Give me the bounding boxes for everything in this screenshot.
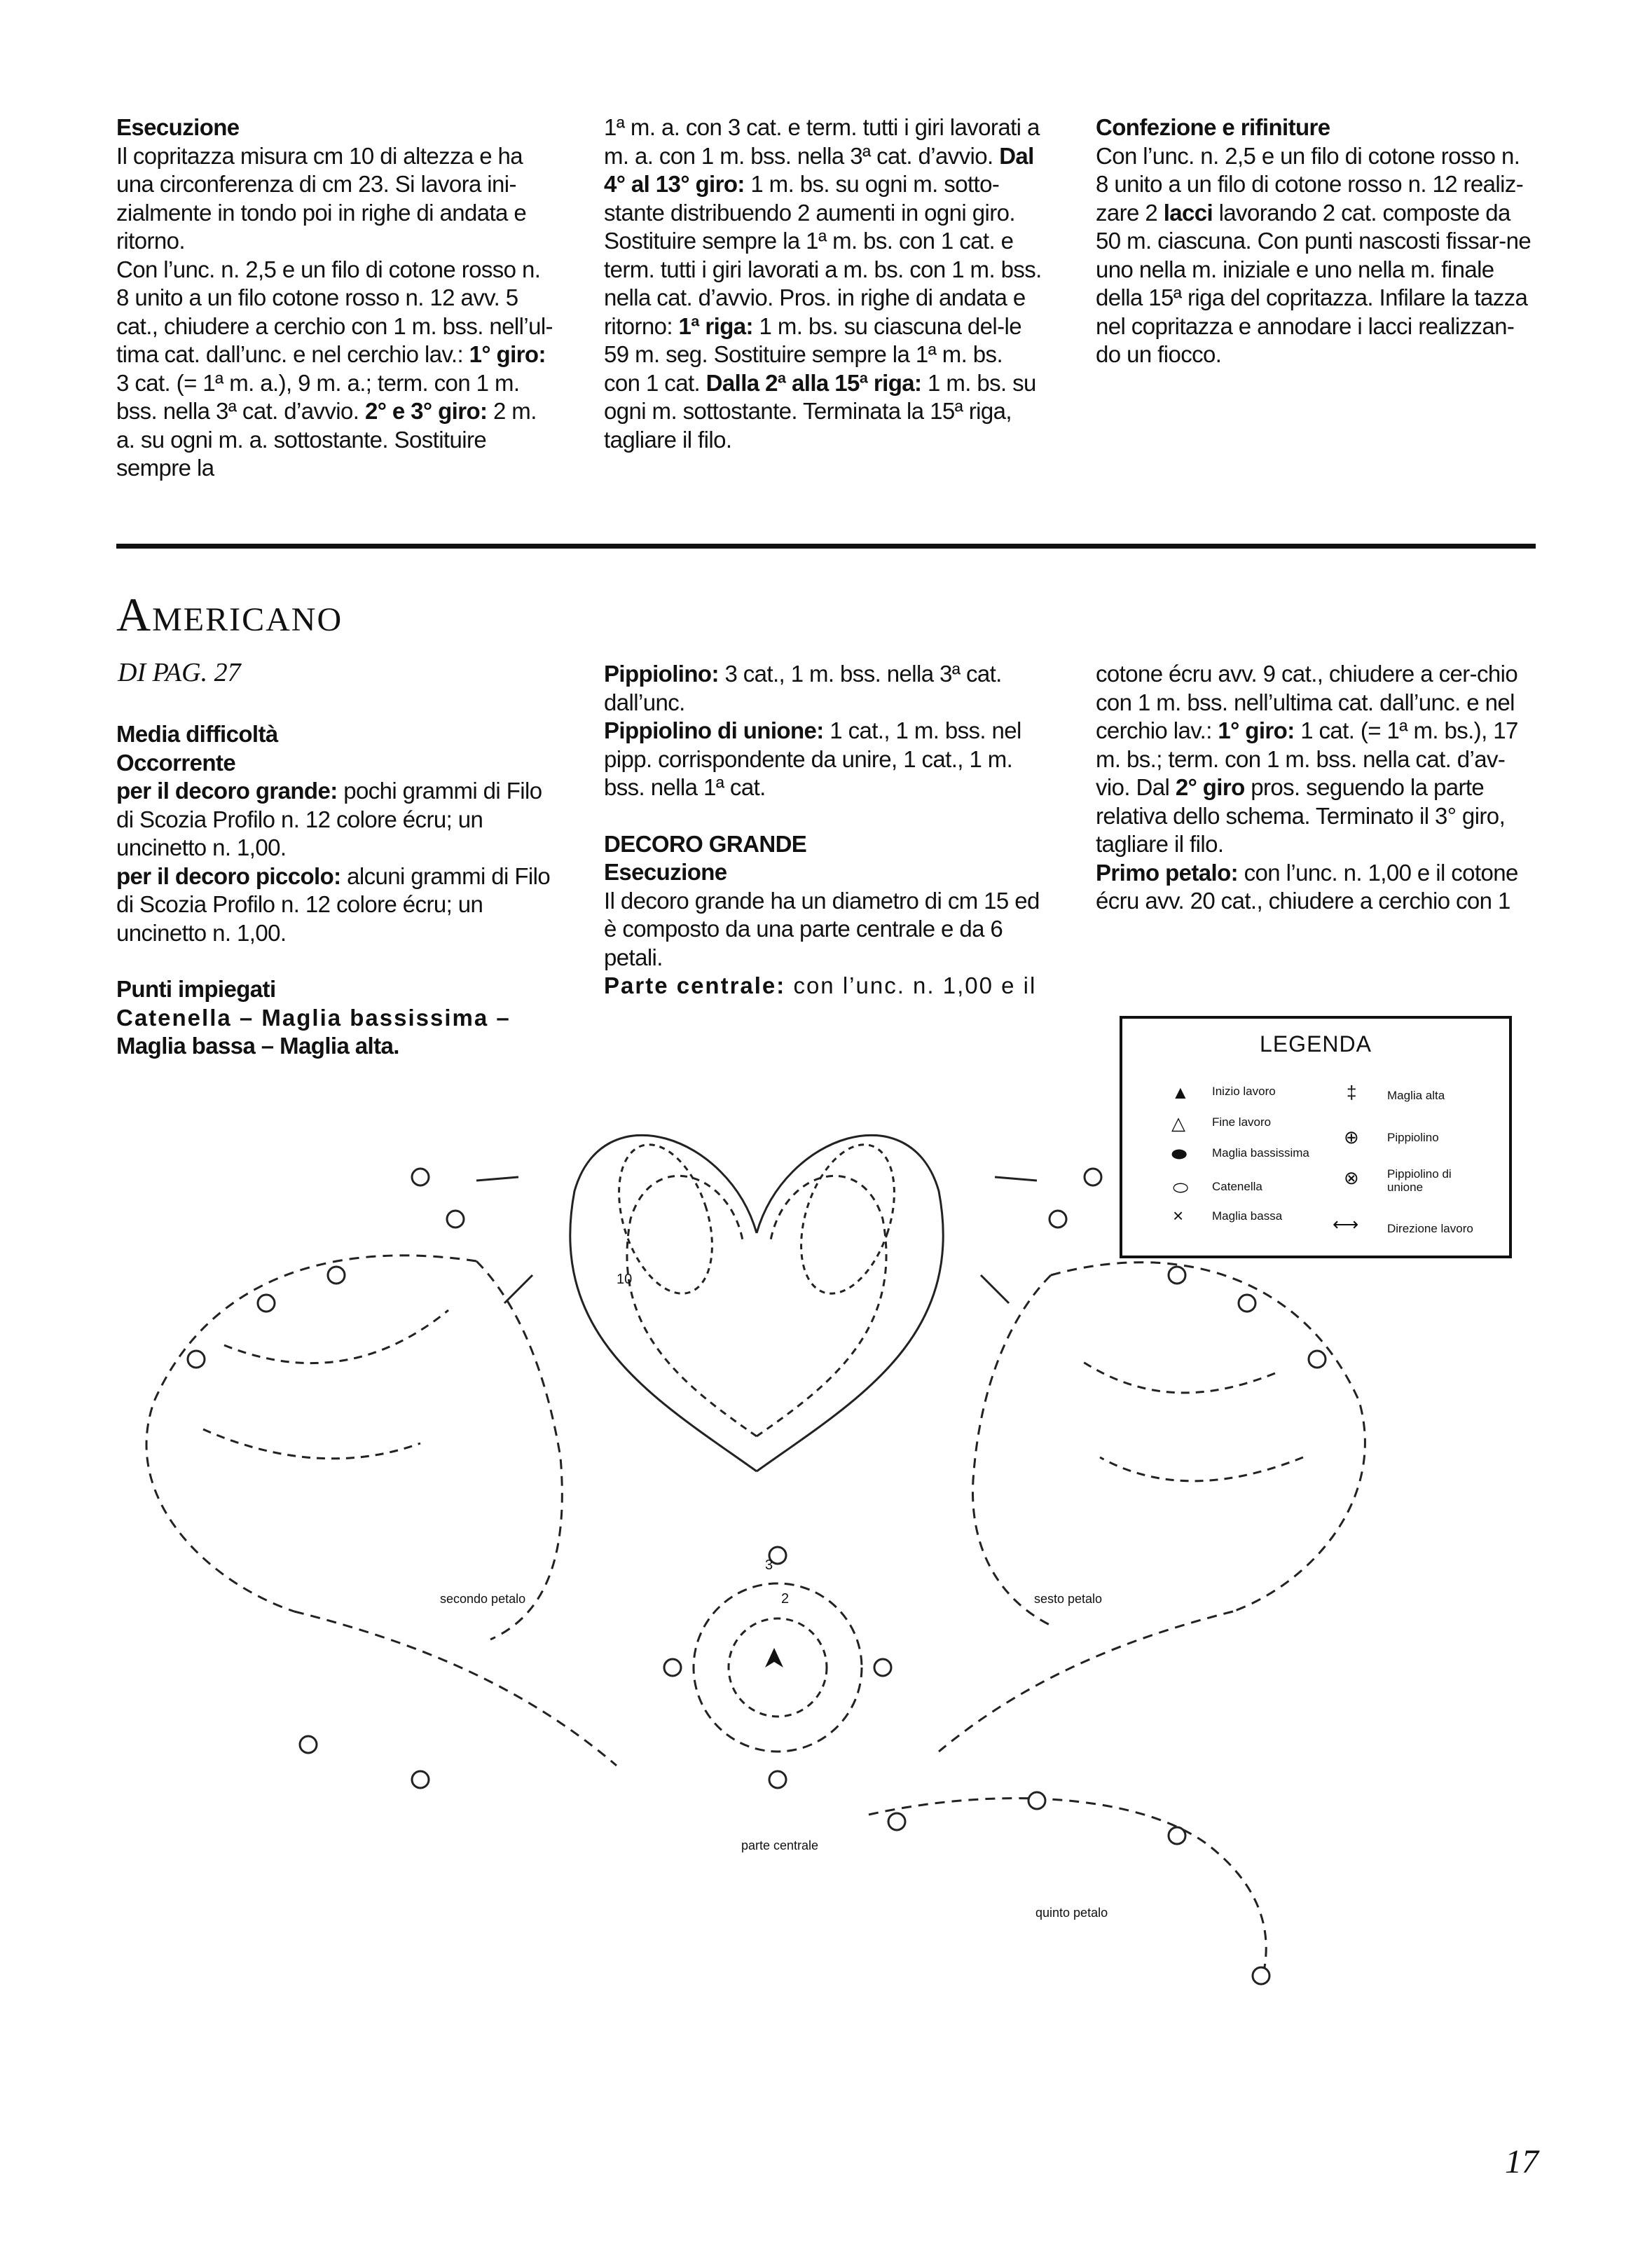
text: alcuni grammi di Filo di Scozia Profilo n. 12 colore écru; un uncinetto n. 1,00. xyxy=(116,862,551,946)
petal-fifth-tail xyxy=(869,1799,1266,1983)
direction-arrow xyxy=(476,1177,518,1181)
picot-icon xyxy=(1169,1827,1185,1844)
text: con l’unc. n. 1,00 e il xyxy=(785,972,1037,998)
punti-line: Catenella – Maglia bassissima – xyxy=(116,1004,511,1031)
paragraph xyxy=(604,972,1052,1000)
end-arrow-icon: △ xyxy=(1171,1113,1185,1134)
picot-icon xyxy=(664,1659,681,1676)
picot-icon xyxy=(888,1813,905,1830)
bold-text: 1° giro: xyxy=(469,341,546,367)
paragraph: Il copritazza misura cm 10 di altezza e ha una circonferenza di cm 23. Si lavora ini-zialmente in tondo poi in righe di andata e ritorno. xyxy=(116,142,527,254)
text: Con l’unc. n. 2,5 e un filo di cotone rosso n. 8 unito a un filo cotone rosso n. 12 avv. 5 cat., chiudere a cerchio con 1 m. bss. nell’ul-tima cat. dall’unc. e nel cerchio lav.: xyxy=(116,256,553,367)
label-secondo-petalo: secondo petalo xyxy=(440,1592,526,1606)
picot-icon xyxy=(769,1771,786,1788)
central-inner-ring xyxy=(729,1618,827,1717)
paragraph: Il decoro grande ha un diametro di cm 15 ed è composto da una parte centrale e da 6 petali. xyxy=(604,887,1040,970)
text: 1ª m. a. con 3 cat. e term. tutti i giri lavorati a m. a. con 1 m. bss. nella 3ª cat. d’avvio. xyxy=(604,114,1040,169)
picot-icon xyxy=(1309,1351,1326,1368)
page-number: 17 xyxy=(1505,2143,1539,2180)
top-column-2 xyxy=(604,114,1042,454)
punti-line: Maglia bassa – Maglia alta. xyxy=(116,1033,399,1059)
bold-text: Pippiolino: xyxy=(604,661,719,687)
bold-text: 1° giro: xyxy=(1218,717,1295,743)
text: 3 cat., 1 m. bss. nella 3ª cat. dall’unc. xyxy=(604,661,1002,715)
row-number: 3 xyxy=(765,1557,773,1573)
label-parte-centrale: parte centrale xyxy=(741,1838,819,1852)
picot-icon xyxy=(1169,1267,1185,1284)
legend-item: Maglia alta xyxy=(1387,1089,1445,1102)
paragraph xyxy=(604,717,1052,802)
text: 1 m. bs. su ogni m. sotto-stante distribuendo 2 aumenti in ogni giro. Sostituire sempre la 1ª m. bs. con 1 cat. e term. tutti i giri lavorati a m. bs. con 1 m. bss. nella cat. d’avvio. Pros. in righe di andata e ritorno: xyxy=(604,171,1042,339)
picot-icon xyxy=(447,1211,464,1227)
text: pros. seguendo la parte relativa dello schema. Terminato il 3° giro, tagliare il filo. xyxy=(1096,774,1506,857)
legend-item: Pippiolino xyxy=(1387,1131,1439,1144)
picot-icon xyxy=(874,1659,891,1676)
top-column-3 xyxy=(1096,114,1534,369)
picot-icon: ⊕ xyxy=(1344,1127,1359,1148)
heart-inner-right xyxy=(757,1176,886,1436)
americano-column-3 xyxy=(1096,660,1536,916)
text: Con l’unc. n. 2,5 e un filo di cotone rosso n. 8 unito a un filo di cotone rosso n. 12 realiz-zare 2 xyxy=(1096,142,1524,226)
paragraph xyxy=(1096,859,1536,916)
bold-text: 2° giro xyxy=(1175,774,1245,800)
heart-left-lobe xyxy=(570,1135,757,1471)
picot-icon xyxy=(1028,1792,1045,1809)
legend-item: Fine lavoro xyxy=(1212,1115,1272,1129)
text: lavorando 2 cat. composte da 50 m. ciascuna. Con punti nascosti fissar-ne uno nella m. iniziale e uno nella m. finale della 15ª riga del copritazza. Infilare la tazza nel copritazza e annodare i lacci realizzan-do un fiocco. xyxy=(1096,199,1531,367)
crochet-diagram xyxy=(126,1009,1387,2032)
difficulty-label: Media difficoltà xyxy=(116,721,278,747)
paragraph xyxy=(604,660,1052,717)
occorrente-heading: Occorrente xyxy=(116,749,236,776)
start-arrow-icon: ▲ xyxy=(1171,1082,1190,1103)
slip-stitch-icon: ⬬ xyxy=(1171,1143,1188,1164)
petal-second-row xyxy=(224,1310,448,1363)
picot-icon xyxy=(328,1267,345,1284)
americano-column-2 xyxy=(604,660,1052,1000)
direction-arrow xyxy=(995,1177,1037,1181)
text: 1 cat., 1 m. bss. nel pipp. corrispondente da unire, 1 cat., 1 m. bss. nella 1ª cat. xyxy=(604,717,1021,800)
bold-text: Pippiolino di unione: xyxy=(604,717,824,743)
top-column-1 xyxy=(116,114,555,483)
bold-text: per il decoro grande: xyxy=(116,778,338,804)
bold-text: 1ª riga: xyxy=(678,312,753,339)
single-crochet-icon: × xyxy=(1173,1205,1184,1226)
central-outer-ring xyxy=(694,1583,862,1752)
petal-sixth-row xyxy=(1079,1359,1275,1393)
paragraph xyxy=(116,777,565,862)
petal-bottom-left xyxy=(294,1611,617,1766)
picot-icon xyxy=(1239,1295,1255,1312)
paragraph xyxy=(604,114,1042,454)
petal-bottom-right xyxy=(939,1611,1233,1752)
row-number: 10 xyxy=(617,1272,633,1287)
picot-icon xyxy=(412,1169,429,1185)
decoro-heading: DECORO GRANDE xyxy=(604,830,807,857)
start-arrow-icon xyxy=(765,1648,783,1667)
section-subtitle: DI PAG. 27 xyxy=(118,658,241,687)
petal-second-row xyxy=(203,1429,420,1459)
picot-icon xyxy=(1085,1169,1101,1185)
petal-sixth-outline xyxy=(1051,1263,1365,1611)
row-number: 2 xyxy=(781,1591,790,1607)
legend-item: Inizio lavoro xyxy=(1212,1085,1276,1098)
petal-second-outline xyxy=(146,1256,476,1611)
petal-sixth-row xyxy=(1100,1457,1303,1481)
picot-icon xyxy=(300,1736,317,1753)
paragraph xyxy=(116,862,565,948)
bold-text: per il decoro piccolo: xyxy=(116,862,341,889)
text: con l’unc. n. 1,00 e il cotone écru avv. 20 cat., chiudere a cerchio con 1 xyxy=(1096,859,1518,914)
picot-icon xyxy=(412,1771,429,1788)
text: pochi grammi di Filo di Scozia Profilo n. 12 colore écru; un uncinetto n. 1,00. xyxy=(116,778,542,860)
text: 1 m. bs. su ciascuna del-le 59 m. seg. Sostituire sempre la 1ª m. bs. con 1 cat. xyxy=(604,312,1021,396)
legend-item: Catenella xyxy=(1212,1180,1262,1193)
bold-text: Dalla 2ª alla 15ª riga: xyxy=(705,369,922,396)
picot-icon xyxy=(188,1351,205,1368)
text: 2 m. a. su ogni m. a. sottostante. Sostituire sempre la xyxy=(116,398,537,481)
paragraph xyxy=(1096,142,1534,369)
heading-esecuzione: Esecuzione xyxy=(116,114,240,140)
bold-text: Primo petalo: xyxy=(1096,859,1239,886)
text: cotone écru avv. 9 cat., chiudere a cer-chio con 1 m. bss. nell’ultima cat. dall’unc. e nel cerchio lav.: xyxy=(1096,661,1518,743)
chain-stitch-icon: ⬭ xyxy=(1173,1177,1189,1198)
bold-text: lacci xyxy=(1163,199,1213,226)
picot-icon xyxy=(258,1295,275,1312)
section-divider xyxy=(116,544,1536,549)
esecuzione-heading: Esecuzione xyxy=(604,859,727,885)
bold-text: Parte centrale: xyxy=(604,972,786,998)
section-title: Americano xyxy=(116,588,343,641)
text: 1 m. bs. su ogni m. sottostante. Terminata la 15ª riga, tagliare il filo. xyxy=(604,369,1036,453)
picot-markers xyxy=(188,1169,1326,1984)
double-crochet-icon: ‡ xyxy=(1347,1082,1357,1103)
direction-arrow-icon: ⟷ xyxy=(1333,1213,1359,1235)
joining-picot-icon: ⊗ xyxy=(1344,1167,1359,1188)
bold-text: 2° e 3° giro: xyxy=(364,398,488,424)
legend-item: Maglia bassa xyxy=(1212,1209,1283,1223)
diagram-lines xyxy=(146,1133,1365,1983)
legend-title: LEGENDA xyxy=(1260,1031,1372,1057)
legend-item: Maglia bassissima xyxy=(1212,1146,1309,1160)
heart-right-lobe xyxy=(757,1135,943,1471)
direction-arrow xyxy=(504,1275,532,1303)
picot-icon xyxy=(1049,1211,1066,1227)
direction-arrow xyxy=(981,1275,1009,1303)
legend-item: Direzione lavoro xyxy=(1387,1222,1473,1235)
petal-second-inner xyxy=(476,1261,562,1639)
petal-sixth-inner xyxy=(972,1275,1051,1625)
text: 3 cat. (= 1ª m. a.), 9 m. a.; term. con 1 m. bss. nella 3ª cat. d’avvio. xyxy=(116,369,520,424)
text: 1 cat. (= 1ª m. bs.), 17 m. bs.; term. con 1 m. bss. nella cat. d’av-vio. Dal xyxy=(1096,717,1518,800)
legend-item: Pippiolino di unione xyxy=(1387,1167,1452,1194)
paragraph xyxy=(1096,660,1536,859)
heading-confezione: Confezione e rifiniture xyxy=(1096,114,1330,140)
bold-text: Dal 4° al 13° giro: xyxy=(604,142,1034,197)
paragraph xyxy=(116,256,555,483)
inner-loop-right xyxy=(784,1133,911,1305)
label-sesto-petalo: sesto petalo xyxy=(1034,1592,1103,1606)
punti-heading: Punti impiegati xyxy=(116,976,276,1002)
heart-inner-left xyxy=(627,1176,757,1436)
label-quinto-petalo: quinto petalo xyxy=(1035,1906,1108,1920)
picot-icon xyxy=(1253,1967,1269,1984)
